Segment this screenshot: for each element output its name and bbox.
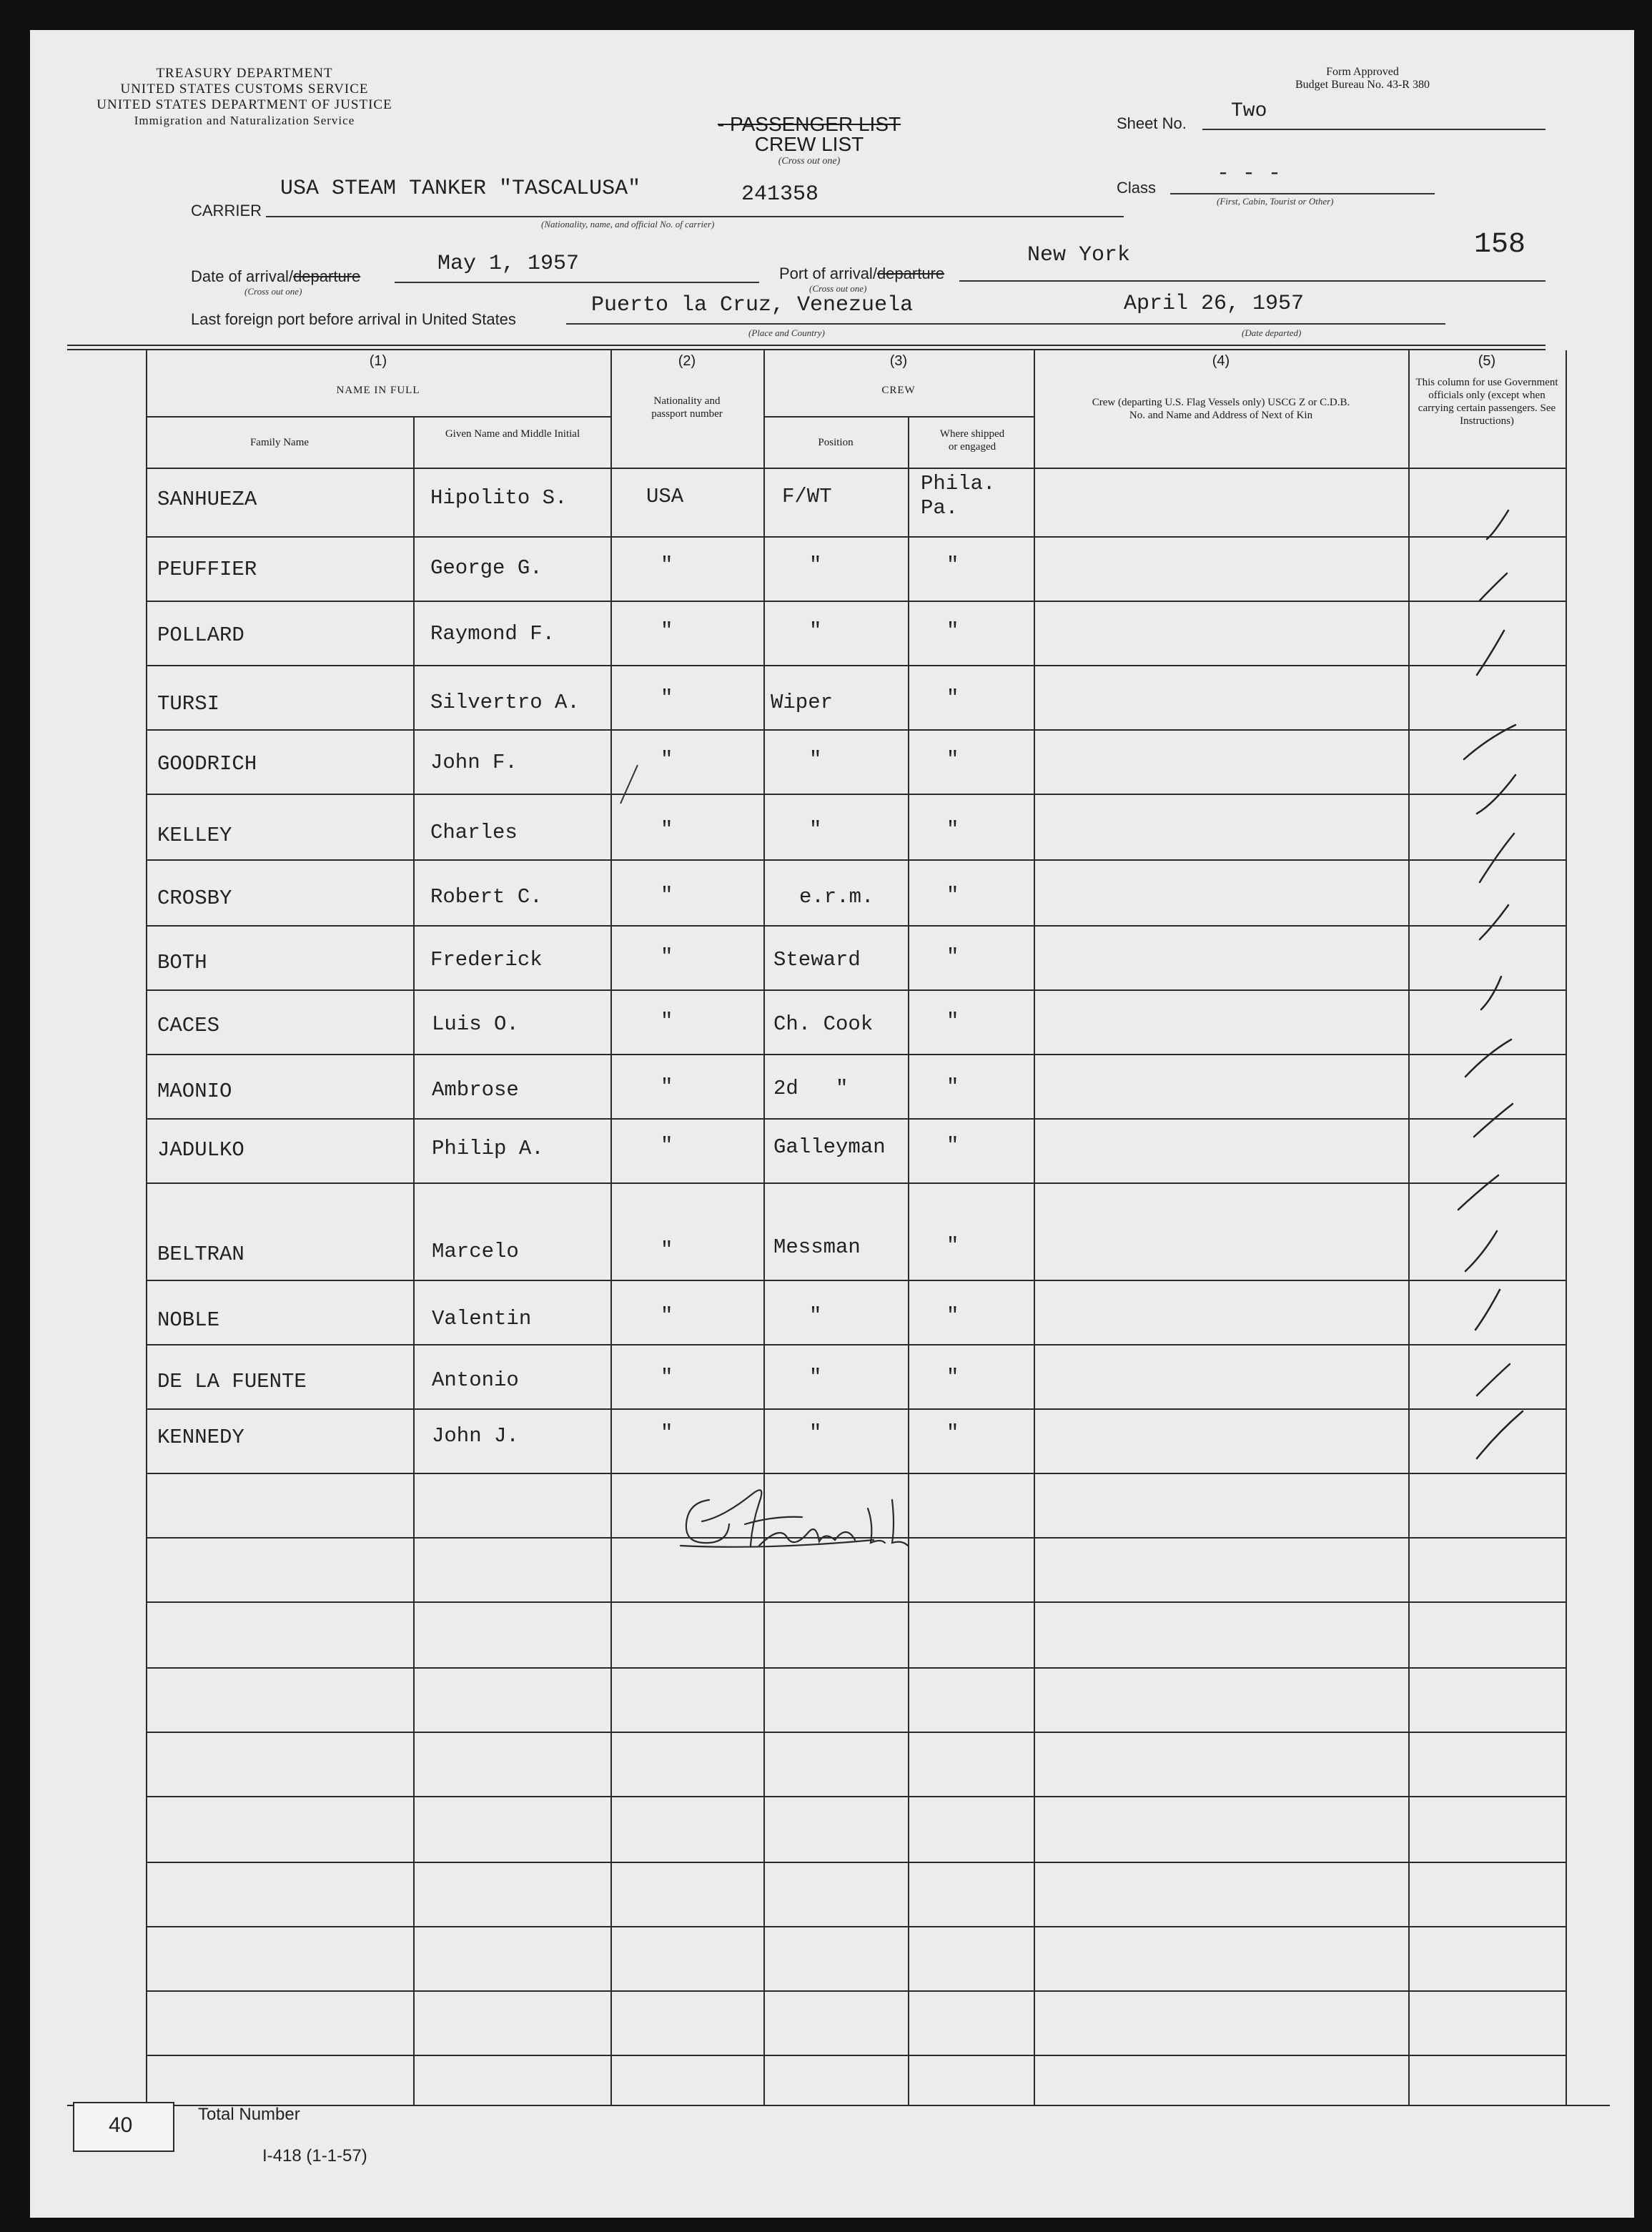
- row-line-5: [146, 794, 1566, 795]
- row-line-23: [146, 1990, 1566, 1992]
- given-name: Marcelo: [432, 1240, 519, 1263]
- check-mark-2: [1480, 573, 1507, 601]
- shipped-place: ": [946, 1366, 959, 1389]
- official-check-marks: [1408, 468, 1566, 1483]
- given-name: John J.: [432, 1424, 519, 1448]
- check-mark-3: [1477, 631, 1504, 675]
- col-line-1: [413, 416, 415, 2105]
- family-name: SANHUEZA: [157, 488, 257, 511]
- given-name: Raymond F.: [430, 622, 555, 646]
- check-mark-5: [1477, 775, 1515, 814]
- check-mark-10: [1474, 1104, 1513, 1137]
- date-of-arrival-label-prefix: Date of arrival/: [191, 267, 294, 285]
- shipped-place: ": [946, 818, 959, 841]
- port-cross-out-note: (Cross out one): [809, 283, 867, 294]
- date-of-arrival-underline: [395, 282, 759, 283]
- position: ": [809, 748, 822, 771]
- date-of-arrival-value: May 1, 1957: [437, 252, 580, 276]
- port-of-arrival-value: New York: [1027, 243, 1131, 267]
- form-sheet: [30, 30, 1634, 2218]
- row-line-4: [146, 729, 1566, 731]
- check-mark-12: [1465, 1231, 1497, 1271]
- position: ": [809, 1421, 822, 1445]
- position: Ch. Cook: [773, 1012, 874, 1036]
- nationality: ": [661, 553, 673, 577]
- header-subline-crew: [763, 416, 1034, 418]
- shipped-place: Phila. Pa.: [921, 472, 996, 520]
- shipped-place: ": [946, 884, 959, 907]
- col5-number: (5): [1478, 353, 1496, 369]
- agency-line-1: TREASURY DEPARTMENT: [156, 66, 333, 81]
- port-of-arrival-label: [779, 265, 944, 283]
- position: ": [809, 1304, 822, 1328]
- shipped-place: ": [946, 1075, 959, 1099]
- last-port-date: April 26, 1957: [1124, 292, 1305, 316]
- position: ": [809, 553, 822, 577]
- last-port-label: Last foreign port before arrival in United States: [191, 310, 516, 328]
- family-name: MAONIO: [157, 1080, 232, 1103]
- shipped-place: ": [946, 1234, 959, 1258]
- shipped-place: ": [946, 1304, 959, 1328]
- nationality: ": [661, 1421, 673, 1445]
- col-line-3: [763, 350, 765, 2105]
- col-line-5: [1034, 350, 1035, 2105]
- col3-number: (3): [889, 353, 908, 369]
- nationality: ": [661, 1304, 673, 1328]
- given-name: Valentin: [432, 1307, 532, 1330]
- position: e.r.m.: [799, 885, 874, 909]
- nationality: ": [661, 686, 673, 710]
- given-name: George G.: [430, 556, 543, 580]
- check-mark-6: [1480, 834, 1514, 882]
- col-line-0: [146, 350, 147, 2105]
- title-cross-out-note: (Cross out one): [778, 156, 841, 167]
- header-bottom-line: [146, 468, 1566, 469]
- check-mark-1: [1487, 510, 1508, 539]
- carrier-official-no: 241358: [741, 182, 819, 207]
- position: 2d ": [773, 1077, 849, 1100]
- position: ": [809, 1366, 822, 1389]
- given-name: Charles: [430, 821, 518, 844]
- header-rule-top: [67, 345, 1545, 346]
- given-name: Luis O.: [432, 1012, 519, 1036]
- col5-title: This column for use Government officials only (except when carrying certain passengers. See Instructions): [1415, 377, 1558, 427]
- total-number-label: Total Number: [198, 2105, 300, 2124]
- row-line-19: [146, 1732, 1566, 1733]
- col1b-header: Given Name and Middle Initial: [445, 428, 580, 440]
- row-line-14: [146, 1408, 1566, 1410]
- page-number: 158: [1474, 229, 1526, 261]
- col1a-header: Family Name: [249, 437, 310, 448]
- row-line-11: [146, 1182, 1566, 1184]
- family-name: KELLEY: [157, 824, 232, 847]
- col4-title: Crew (departing U.S. Flag Vessels only) USCG Z or C.D.B. No. and Name and Address of Next of Kin: [1092, 397, 1350, 421]
- col1-title: NAME IN FULL: [336, 385, 420, 396]
- list-title: [702, 113, 916, 167]
- given-name: John F.: [430, 751, 518, 774]
- position: ": [809, 818, 822, 841]
- agency-line-3: UNITED STATES DEPARTMENT OF JUSTICE: [97, 97, 392, 112]
- nationality: USA: [646, 485, 684, 508]
- agency-line-4: Immigration and Naturalization Service: [134, 114, 355, 127]
- col2-number: (2): [678, 353, 696, 369]
- agency-line-2: UNITED STATES CUSTOMS SERVICE: [120, 82, 369, 97]
- passenger-list-title: - PASSENGER LIST: [717, 113, 901, 135]
- form-approved-line-2: Budget Bureau No. 43-R 380: [1295, 79, 1430, 91]
- carrier-name: USA STEAM TANKER "TASCALUSA": [280, 177, 641, 201]
- nationality: ": [661, 884, 673, 907]
- date-of-departure-struck: departure: [293, 267, 361, 285]
- date-cross-out-note: (Cross out one): [244, 286, 302, 297]
- carrier-underline: [266, 216, 1124, 217]
- family-name: POLLARD: [157, 623, 244, 647]
- port-of-departure-struck: departure: [876, 265, 945, 282]
- nationality: ": [661, 748, 673, 771]
- last-port-place-note: (Place and Country): [748, 327, 825, 338]
- check-mark-4: [1464, 725, 1515, 759]
- stray-pencil-mark: [616, 759, 645, 809]
- position: Messman: [773, 1235, 861, 1259]
- carrier-note: (Nationality, name, and official No. of carrier): [541, 219, 715, 229]
- col2-title: Nationality and passport number: [651, 395, 723, 420]
- date-of-arrival-label: [191, 267, 360, 286]
- given-name: Antonio: [432, 1368, 519, 1392]
- last-port-date-underline: [1074, 323, 1445, 325]
- family-name: TURSI: [157, 692, 220, 716]
- shipped-place: ": [946, 748, 959, 771]
- port-of-arrival-label-prefix: Port of arrival/: [779, 265, 877, 282]
- agency-block: [73, 66, 416, 129]
- sheet-no-label: Sheet No.: [1117, 114, 1187, 132]
- shipped-place: ": [946, 1009, 959, 1033]
- family-name: DE LA FUENTE: [157, 1370, 307, 1393]
- family-name: KENNEDY: [157, 1426, 244, 1449]
- nationality: ": [661, 1366, 673, 1389]
- sheet-no-underline: [1202, 129, 1545, 130]
- col3-title: CREW: [881, 385, 916, 396]
- family-name: BELTRAN: [157, 1243, 244, 1266]
- row-line-17: [146, 1601, 1566, 1603]
- check-mark-14: [1477, 1364, 1510, 1396]
- check-mark-11: [1458, 1175, 1498, 1210]
- family-name: PEUFFIER: [157, 558, 257, 581]
- nationality: ": [661, 1238, 673, 1262]
- row-line-6: [146, 859, 1566, 861]
- row-line-9: [146, 1054, 1566, 1055]
- row-line-8: [146, 989, 1566, 991]
- class-note: (First, Cabin, Tourist or Other): [1217, 196, 1334, 207]
- last-port-underline: [566, 323, 1081, 325]
- total-number-box: [73, 2102, 174, 2152]
- col1-number: (1): [369, 353, 387, 369]
- signature: [659, 1474, 931, 1560]
- row-line-22: [146, 1926, 1566, 1927]
- nationality: ": [661, 818, 673, 841]
- nationality: ": [661, 1075, 673, 1099]
- nationality: ": [661, 619, 673, 643]
- row-line-13: [146, 1344, 1566, 1345]
- shipped-place: ": [946, 553, 959, 577]
- class-label: Class: [1117, 179, 1157, 197]
- row-line-24: [146, 2055, 1566, 2056]
- row-line-18: [146, 1667, 1566, 1669]
- nationality: ": [661, 945, 673, 969]
- sheet-no-value: Two: [1231, 100, 1267, 122]
- row-line-20: [146, 1796, 1566, 1797]
- form-approved-line-1: Form Approved: [1326, 66, 1399, 78]
- header-rule-bottom: [67, 349, 1545, 350]
- shipped-place: ": [946, 1421, 959, 1445]
- family-name: CROSBY: [157, 887, 232, 910]
- col-line-7: [1566, 350, 1567, 2105]
- row-line-10: [146, 1118, 1566, 1120]
- nationality: ": [661, 1134, 673, 1157]
- check-mark-13: [1475, 1290, 1500, 1330]
- check-mark-9: [1465, 1040, 1511, 1077]
- given-name: Silvertro A.: [430, 691, 580, 714]
- row-line-12: [146, 1280, 1566, 1281]
- total-number-value: 40: [109, 2113, 133, 2137]
- position: Wiper: [771, 691, 834, 714]
- family-name: GOODRICH: [157, 752, 257, 776]
- position: F/WT: [782, 485, 832, 508]
- class-underline: [1170, 193, 1435, 194]
- given-name: Hipolito S.: [430, 486, 568, 510]
- col3a-header: Position: [818, 437, 854, 448]
- given-name: Frederick: [430, 948, 543, 972]
- last-port-place: Puerto la Cruz, Venezuela: [591, 293, 914, 317]
- crew-list-title: CREW LIST: [754, 133, 864, 155]
- family-name: JADULKO: [157, 1138, 244, 1162]
- port-of-arrival-underline: [959, 280, 1545, 282]
- form-id: I-418 (1-1-57): [262, 2146, 367, 2166]
- col3b-header: Where shipped or engaged: [939, 428, 1005, 453]
- col-line-4: [908, 416, 909, 2105]
- check-mark-8: [1481, 977, 1501, 1009]
- check-mark-7: [1480, 905, 1508, 939]
- last-port-date-note: (Date departed): [1242, 327, 1302, 338]
- given-name: Philip A.: [432, 1137, 544, 1160]
- given-name: Ambrose: [432, 1078, 519, 1102]
- family-name: CACES: [157, 1014, 220, 1037]
- position: Galleyman: [773, 1135, 886, 1159]
- row-line-2: [146, 601, 1566, 602]
- row-line-21: [146, 1862, 1566, 1863]
- shipped-place: ": [946, 945, 959, 969]
- col-line-2: [610, 350, 612, 2105]
- signature-graphic: [659, 1474, 931, 1560]
- header-subline-name: [146, 416, 610, 418]
- row-line-3: [146, 665, 1566, 666]
- row-line-7: [146, 925, 1566, 927]
- col4-number: (4): [1212, 353, 1230, 369]
- carrier-label: CARRIER: [191, 202, 262, 219]
- form-approved: [1295, 66, 1430, 92]
- shipped-place: ": [946, 686, 959, 710]
- shipped-place: ": [946, 1134, 959, 1157]
- row-line-1: [146, 536, 1566, 538]
- family-name: NOBLE: [157, 1308, 220, 1332]
- nationality: ": [661, 1009, 673, 1033]
- given-name: Robert C.: [430, 885, 543, 909]
- shipped-place: ": [946, 619, 959, 643]
- check-mark-15: [1477, 1411, 1523, 1458]
- position: Steward: [773, 948, 861, 972]
- class-value: - - -: [1217, 162, 1282, 186]
- family-name: BOTH: [157, 951, 207, 974]
- position: ": [809, 619, 822, 643]
